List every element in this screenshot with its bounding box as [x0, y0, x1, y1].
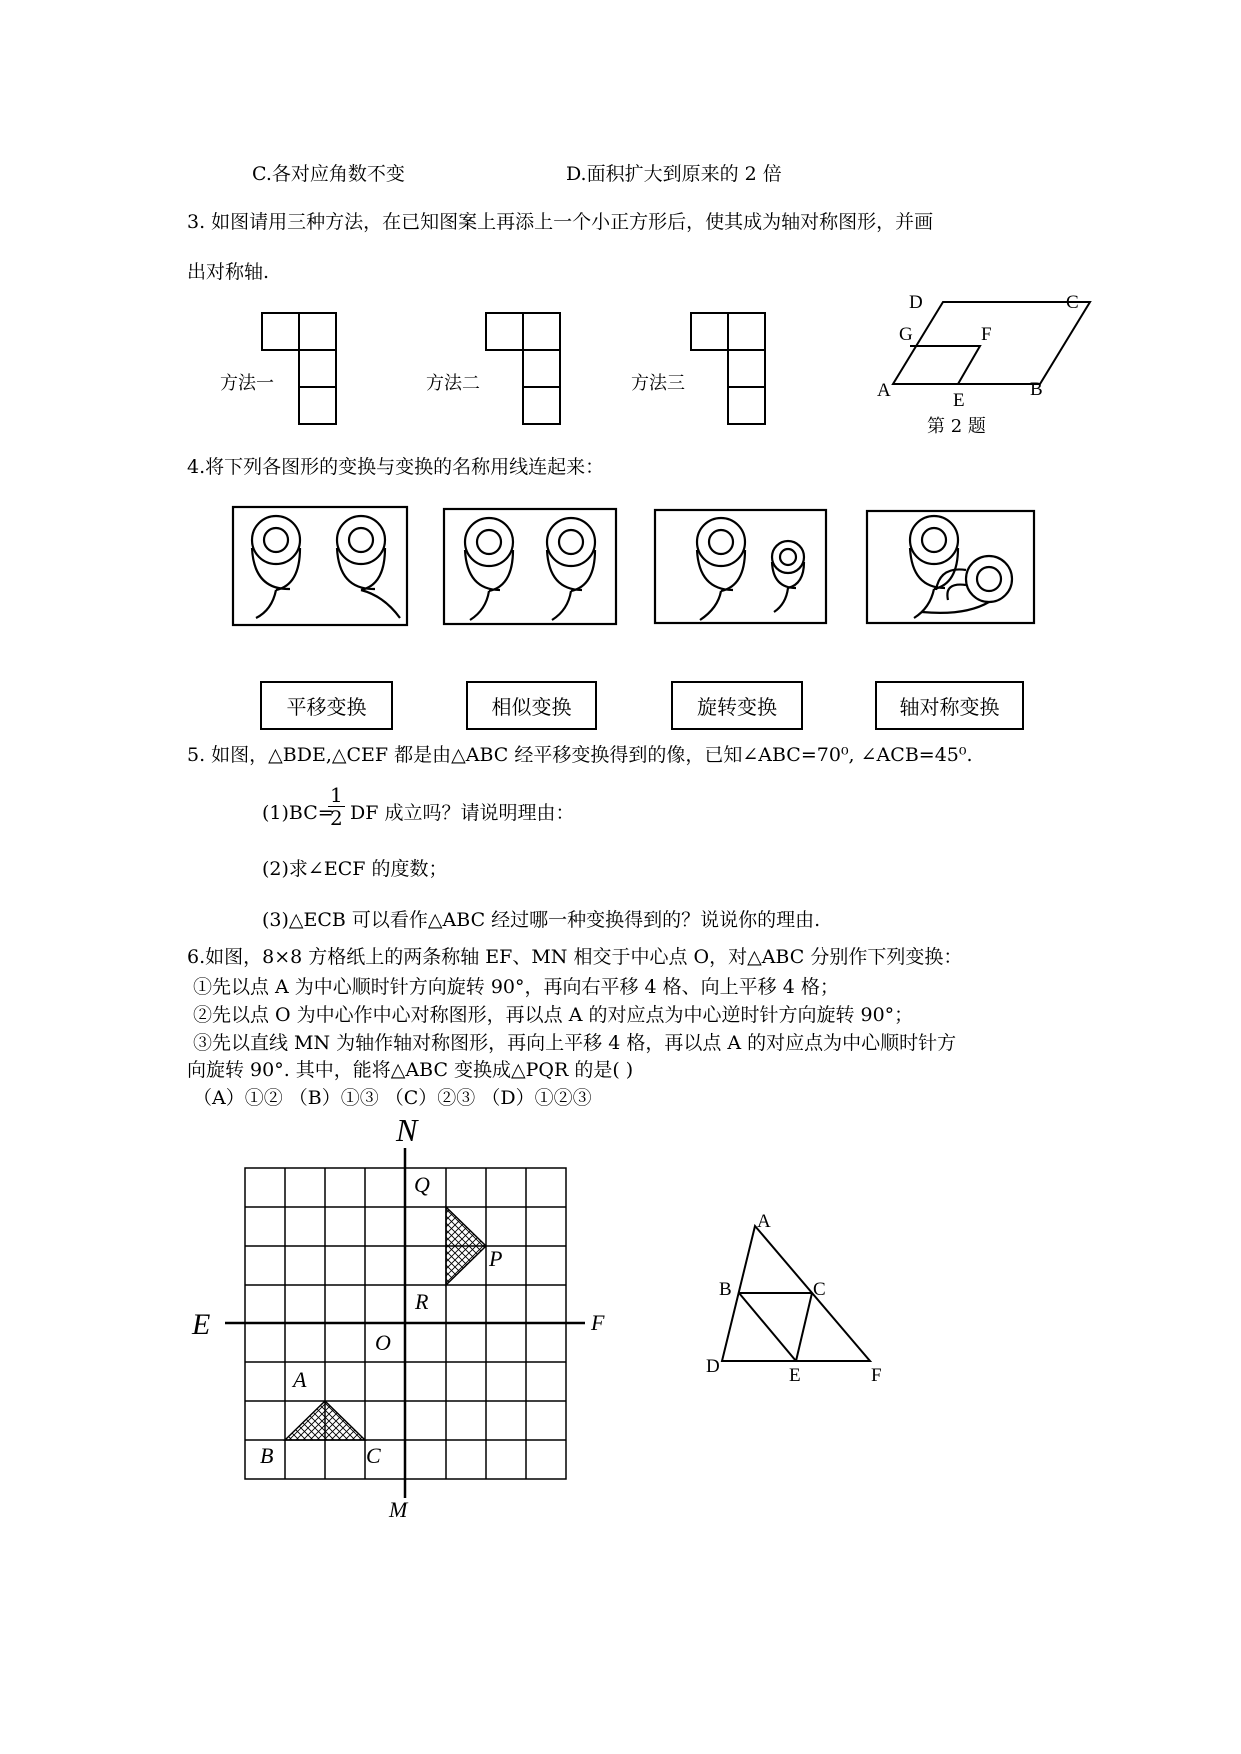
q4-text: 4.将下列各图形的变换与变换的名称用线连起来： — [187, 456, 605, 478]
triangle-figure — [722, 1226, 870, 1361]
flower-picture-3 — [655, 510, 826, 623]
grid-label-p: P — [489, 1246, 503, 1271]
q5-intro: 5. 如图，△BDE,△CEF 都是由△ABC 经平移变换得到的像，已知∠ABC=70⁰, ∠ACB=45⁰. — [187, 744, 973, 766]
q5-p1-prefix: (1)BC= — [262, 802, 334, 824]
q5-p3: (3)△ECB 可以看作△ABC 经过哪一种变换得到的？说说你的理由. — [262, 909, 821, 931]
tri-label-e: E — [789, 1365, 801, 1386]
grid-figure — [225, 1148, 585, 1498]
q3-line2: 出对称轴. — [187, 261, 270, 283]
box-reflection: 轴对称变换 — [875, 681, 1024, 730]
grid-label-o: O — [375, 1330, 391, 1355]
method-3-label: 方法三 — [631, 373, 685, 394]
fig2-label-c: C — [1066, 292, 1079, 313]
flower-picture-2 — [444, 509, 616, 624]
fig2-label-d: D — [909, 292, 923, 313]
q6-line5: 向旋转 90°. 其中，能将△ABC 变换成△PQR 的是( ) — [187, 1059, 634, 1081]
box-rotation: 旋转变换 — [671, 681, 803, 730]
q6-line1: 6.如图，8×8 方格纸上的两条称轴 EF、MN 相交于中心点 O，对△ABC 分别作下列变换： — [187, 946, 963, 968]
tri-label-c: C — [813, 1279, 826, 1300]
q6-options: （A）①② （B）①③ （C）②③ （D）①②③ — [193, 1087, 592, 1109]
fig2-label-b: B — [1030, 379, 1043, 400]
box-similarity: 相似变换 — [466, 681, 597, 730]
q5-p2: (2)求∠ECF 的度数； — [262, 858, 448, 880]
pattern-method-2 — [486, 313, 560, 424]
grid-label-r: R — [415, 1289, 429, 1314]
q5-fraction — [328, 784, 345, 829]
box-translation: 平移变换 — [260, 681, 393, 730]
q6-line2: ①先以点 A 为中心顺时针方向旋转 90°，再向右平移 4 格、向上平移 4 格； — [193, 976, 839, 998]
grid-label-e: E — [192, 1308, 211, 1341]
grid-label-q: Q — [414, 1172, 430, 1197]
tri-label-a: A — [757, 1211, 771, 1232]
tri-label-f: F — [871, 1365, 882, 1386]
triangle-pqr — [446, 1207, 486, 1285]
grid-label-f: F — [591, 1310, 605, 1335]
pattern-method-3 — [691, 313, 765, 424]
method-2-label: 方法二 — [426, 373, 480, 394]
method-1-label: 方法一 — [220, 373, 274, 394]
triangle-abc — [285, 1401, 365, 1440]
tri-label-d: D — [706, 1356, 720, 1377]
flower-picture-1 — [233, 507, 407, 625]
fraction-denominator: 2 — [330, 806, 343, 830]
pattern-method-1 — [262, 313, 336, 424]
fig2-label-a: A — [877, 380, 891, 401]
tri-label-b: B — [719, 1279, 732, 1300]
q6-line4: ③先以直线 MN 为轴作轴对称图形，再向上平移 4 格，再以点 A 的对应点为中心顺时针方 — [193, 1032, 957, 1054]
fraction-numerator: 1 — [330, 783, 343, 807]
grid-label-b: B — [260, 1443, 274, 1468]
grid-label-m: M — [389, 1497, 408, 1522]
fig2-label-e: E — [953, 390, 965, 411]
option-d: D.面积扩大到原来的 2 倍 — [566, 163, 782, 185]
grid-label-c: C — [366, 1443, 381, 1468]
q6-line3: ②先以点 O 为中心作中心对称图形，再以点 A 的对应点为中心逆时针方向旋转 90°； — [193, 1004, 914, 1026]
fig2-label-f: F — [981, 324, 992, 345]
grid-label-n: N — [396, 1112, 418, 1148]
fig2-label-g: G — [899, 324, 913, 345]
q3-line1: 3. 如图请用三种方法，在已知图案上再添上一个小正方形后，使其成为轴对称图形，并画 — [187, 211, 934, 233]
q5-p1-suffix: DF 成立吗？请说明理由： — [350, 802, 575, 824]
flower-picture-4 — [867, 511, 1034, 623]
grid-label-a: A — [293, 1367, 307, 1392]
option-c: C.各对应角数不变 — [252, 163, 405, 185]
fig2-caption: 第 2 题 — [927, 416, 986, 437]
